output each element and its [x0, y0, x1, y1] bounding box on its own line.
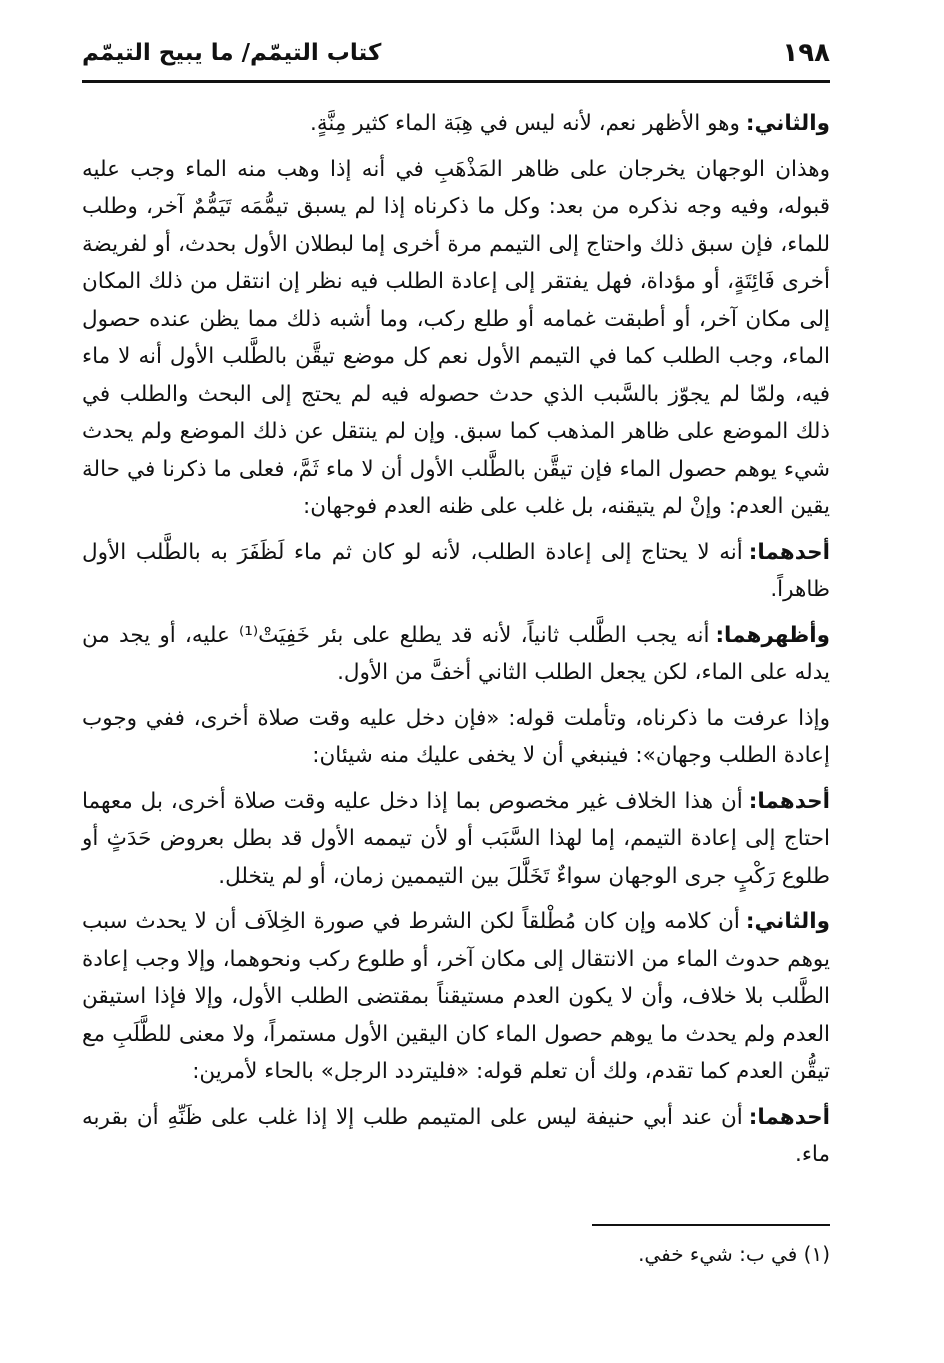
- paragraph-lead: والثاني:: [745, 909, 830, 934]
- page-number: ١٩٨: [782, 38, 830, 68]
- paragraph-text: أن كلامه وإن كان مُطْلقاً لكن الشرط في صورة الخِلاَف أن لا يحدث سبب يوهم حدوث الماء من الانتقال إلى مكان آخر، أو طلوع ركب ونحوهما، وإلا وجب إعادة الطَّلب بلا خلاف، وأن لا يكون العدم مستيقناً بمقتضى الطلب الأول، وإلا فإذا استيقن العدم ولم يحدث ما يوهم حصول الماء كان اليقين الأول مستمراً، ولا معنى للطَّلَبِ مع تيقُّن العدم كما تقدم، ولك أن تعلم قوله: «فليتردد الرجل» بالحاء لأمرين:: [82, 909, 830, 1084]
- paragraph: [82, 783, 830, 896]
- paragraph: [82, 903, 830, 1091]
- main-text: [82, 105, 830, 1174]
- paragraph-text: وهو الأظهر نعم، لأنه ليس في هِبَة الماء كثير مِنَّةٍ.: [310, 111, 740, 136]
- running-header: [82, 34, 830, 83]
- paragraph-lead: والثاني:: [745, 111, 830, 136]
- paragraph-lead: وأظهرهما:: [715, 622, 830, 648]
- paragraph-text: أنه يجب الطَّلب ثانياً، لأنه قد يطلع على بئر خَفِيَتْ⁽¹⁾ عليه، أو يجد من يدله على الماء، لكن يجعل الطلب الثاني أخفَّ من الأول.: [82, 622, 830, 685]
- footnote: (١) في ب: شيء خفي.: [638, 1242, 830, 1266]
- paragraph: [82, 151, 830, 526]
- paragraph-text: وهذان الوجهان يخرجان على ظاهر المَذْهَبِ في أنه إذا وهب منه الماء وجب عليه قبوله، وفيه وجه نذكره من بعد: وكل ما ذكرناه إذا لم يسبق تيمُّمَه تَيَمُّمٌ آخر، وطلب للماء، فإن سبق ذلك واحتاج إلى التيمم مرة أخرى إما لبطلان الأول بحدث، أو لفريضة أخرى فَائِتَةٍ، أو مؤداة، فهل يفتقر إلى إعادة الطلب فيه نظر إن انتقل من ذلك المكان إلى مكان آخر، أو أطبقت غمامه أو طلع ركب، وما أشبه ذلك مما يظن عنده حصول الماء، وجب الطلب كما في التيمم الأول نعم كل موضع تيقَّن بالطَّلب الأول أنه لا ماء فيه، ولمّا لم يجوّز بالسَّبب الذي حدث حصوله فيه لم يحتج إلى البحث والطلب في ذلك الموضع على ظاهر المذهب كما سبق. وإن لم ينتقل عن ذلك الموضع ولم يحدث شيء يوهم حصول الماء فإن تيقَّن بالطَّلب الأول أن لا ماء ثَمَّ، فعلى ما ذكرنا في حالة يقين العدم: وإنْ لم يتيقنه، بل غلب على ظنه العدم فوجهان:: [82, 156, 830, 519]
- chapter-title: كتاب التيمّم/ ما يبيح التيمّم: [82, 40, 382, 66]
- paragraph: [82, 617, 830, 692]
- paragraph: [82, 105, 830, 143]
- footnote-divider: [592, 1224, 830, 1226]
- paragraph-text: وإذا عرفت ما ذكرناه، وتأملت قوله: «فإن دخل عليه وقت صلاة أخرى، ففي وجوب إعادة الطلب وجهان»: فينبغي أن لا يخفى عليك منه شيئان:: [82, 705, 830, 768]
- paragraph-lead: أحدهما:: [748, 539, 830, 565]
- paragraph: [82, 700, 830, 775]
- book-page: [82, 34, 830, 1334]
- paragraph-text: أن هذا الخلاف غير مخصوص بما إذا دخل عليه وقت صلاة أخرى، بل معهما احتاج إلى إعادة التيمم، إما لهذا السَّبَب أو لأن تيممه الأول قد بطل بعروض حَدَثٍ أو طلوع رَكْبٍ جرى الوجهان سواءٌ تَخَلَّلَ بين التيممين زمان، أو لم يتخلل.: [82, 788, 830, 889]
- paragraph-text: أنه لا يحتاج إلى إعادة الطلب، لأنه لو كان ثم ماء لَظَفَرَ به بالطَّلب الأول ظاهراً.: [82, 539, 830, 602]
- paragraph-lead: أحدهما:: [748, 788, 830, 814]
- paragraph-lead: أحدهما:: [748, 1104, 830, 1130]
- paragraph-text: أن عند أبي حنيفة ليس على المتيمم طلب إلا إذا غلب على ظَنِّهِ أن بقربه ماء.: [82, 1104, 830, 1167]
- paragraph: [82, 534, 830, 609]
- paragraph: [82, 1099, 830, 1174]
